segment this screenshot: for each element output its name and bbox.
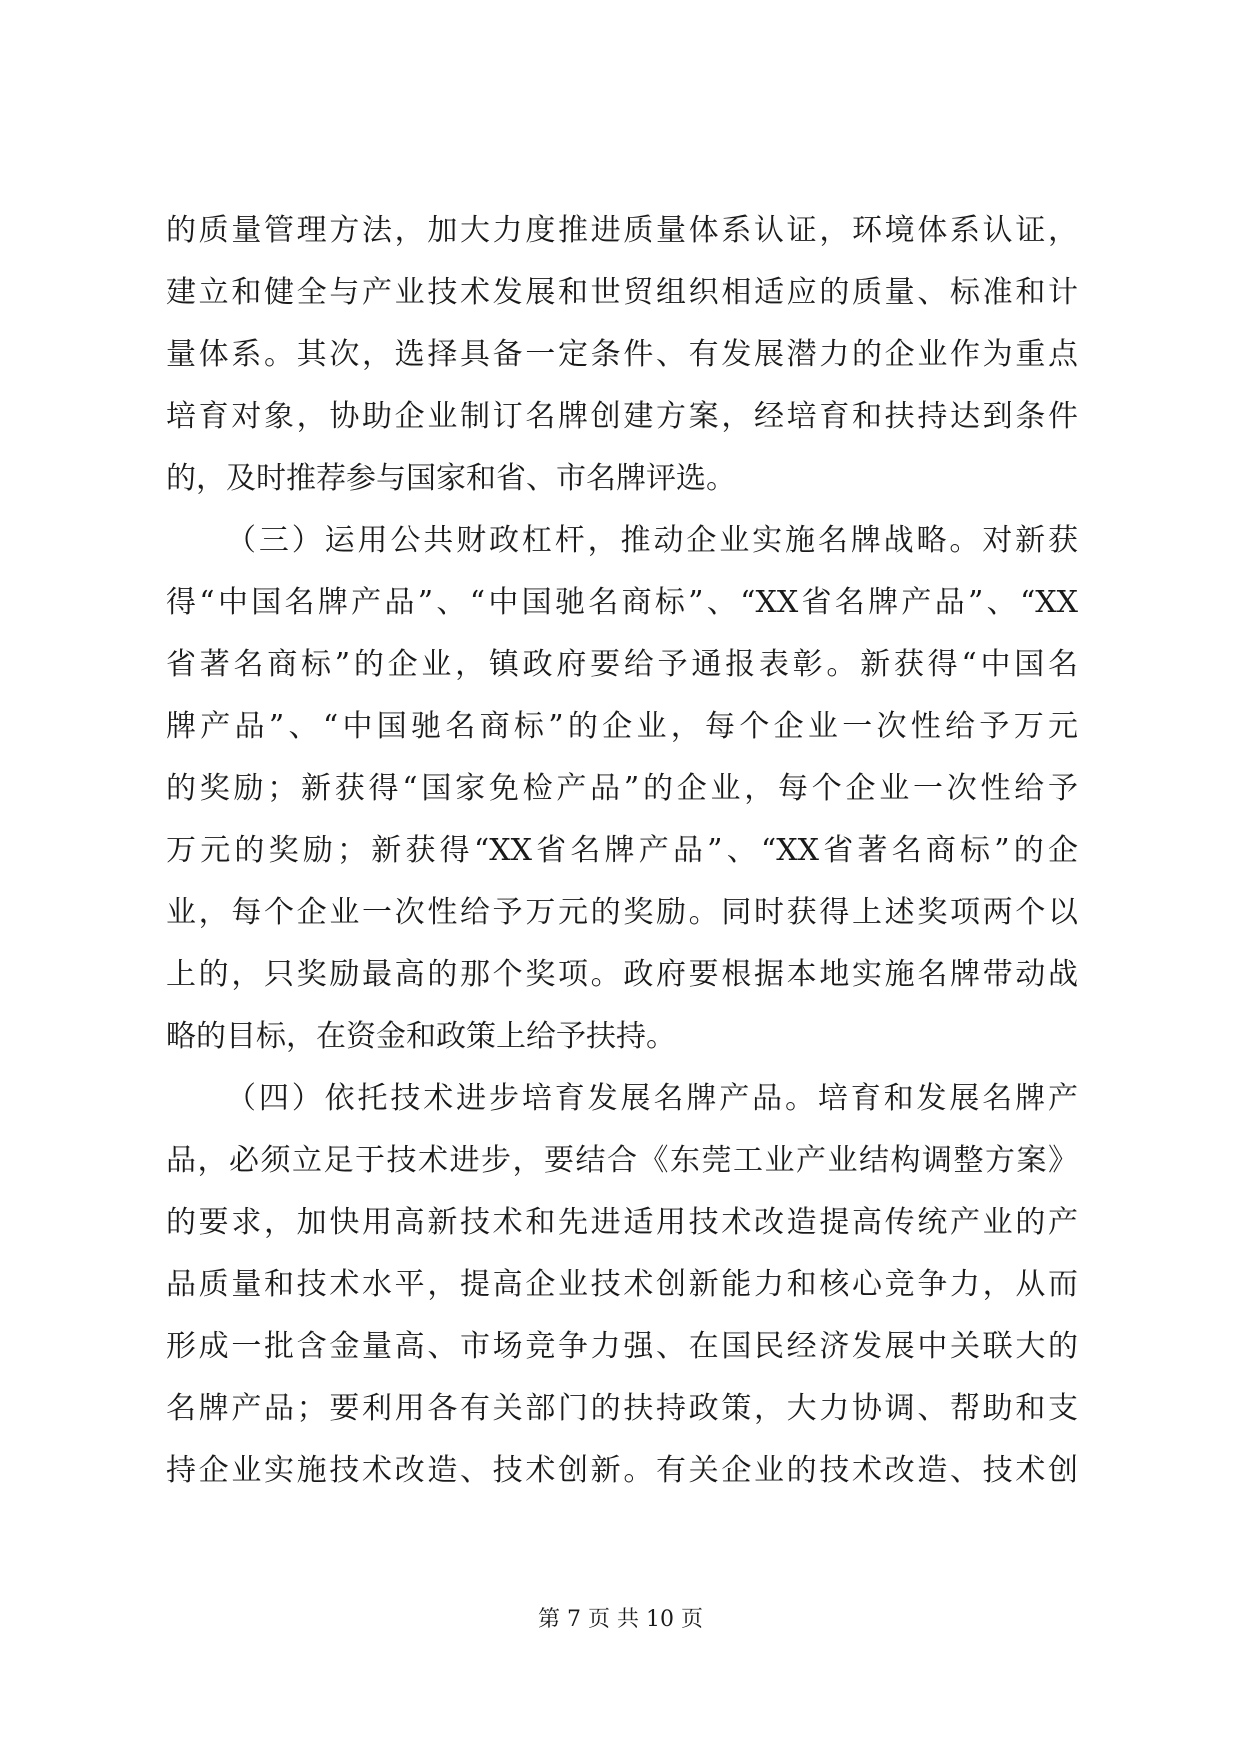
text-line: 业，每个企业一次性给予万元的奖励。同时获得上述奖项两个以 — [166, 895, 1078, 930]
body-text — [166, 200, 1078, 1502]
text-line: 省著名商标”的企业，镇政府要给予通报表彰。新获得“中国名 — [166, 647, 1078, 682]
text-line: 得“中国名牌产品”、“中国驰名商标”、“XX省名牌产品”、“XX — [166, 585, 1078, 620]
section-heading-line: （三）运用公共财政杠杆，推动企业实施名牌战略。对新获 — [226, 523, 1078, 558]
text-line: 牌产品”、“中国驰名商标”的企业，每个企业一次性给予万元 — [166, 709, 1078, 744]
text-line: 培育对象，协助企业制订名牌创建方案，经培育和扶持达到条件 — [166, 399, 1078, 434]
text-line: 名牌产品；要利用各有关部门的扶持政策，大力协调、帮助和支 — [166, 1391, 1078, 1426]
text-line: 的要求，加快用高新技术和先进适用技术改造提高传统产业的产 — [166, 1205, 1078, 1240]
text-line: 建立和健全与产业技术发展和世贸组织相适应的质量、标准和计 — [166, 275, 1078, 310]
section-heading-line: （四）依托技术进步培育发展名牌产品。培育和发展名牌产 — [226, 1081, 1078, 1116]
page-number-footer: 第 7 页 共 10 页 — [538, 1607, 703, 1632]
text-line: 品，必须立足于技术进步，要结合《东莞工业产业结构调整方案》 — [166, 1143, 1078, 1178]
text-line: 品质量和技术水平，提高企业技术创新能力和核心竞争力，从而 — [166, 1267, 1078, 1302]
text-line: 量体系。其次，选择具备一定条件、有发展潜力的企业作为重点 — [166, 337, 1078, 372]
text-line: 的奖励；新获得“国家免检产品”的企业，每个企业一次性给予 — [166, 771, 1078, 806]
text-line: 的质量管理方法，加大力度推进质量体系认证，环境体系认证， — [166, 213, 1078, 248]
text-line: 形成一批含金量高、市场竞争力强、在国民经济发展中关联大的 — [166, 1329, 1078, 1364]
text-line: 的，及时推荐参与国家和省、市名牌评选。 — [166, 461, 736, 496]
text-line: 上的，只奖励最高的那个奖项。政府要根据本地实施名牌带动战 — [166, 957, 1078, 992]
text-line: 万元的奖励；新获得“XX省名牌产品”、“XX省著名商标”的企 — [166, 833, 1078, 868]
text-line: 持企业实施技术改造、技术创新。有关企业的技术改造、技术创 — [166, 1453, 1078, 1488]
text-line: 略的目标，在资金和政策上给予扶持。 — [166, 1019, 676, 1054]
